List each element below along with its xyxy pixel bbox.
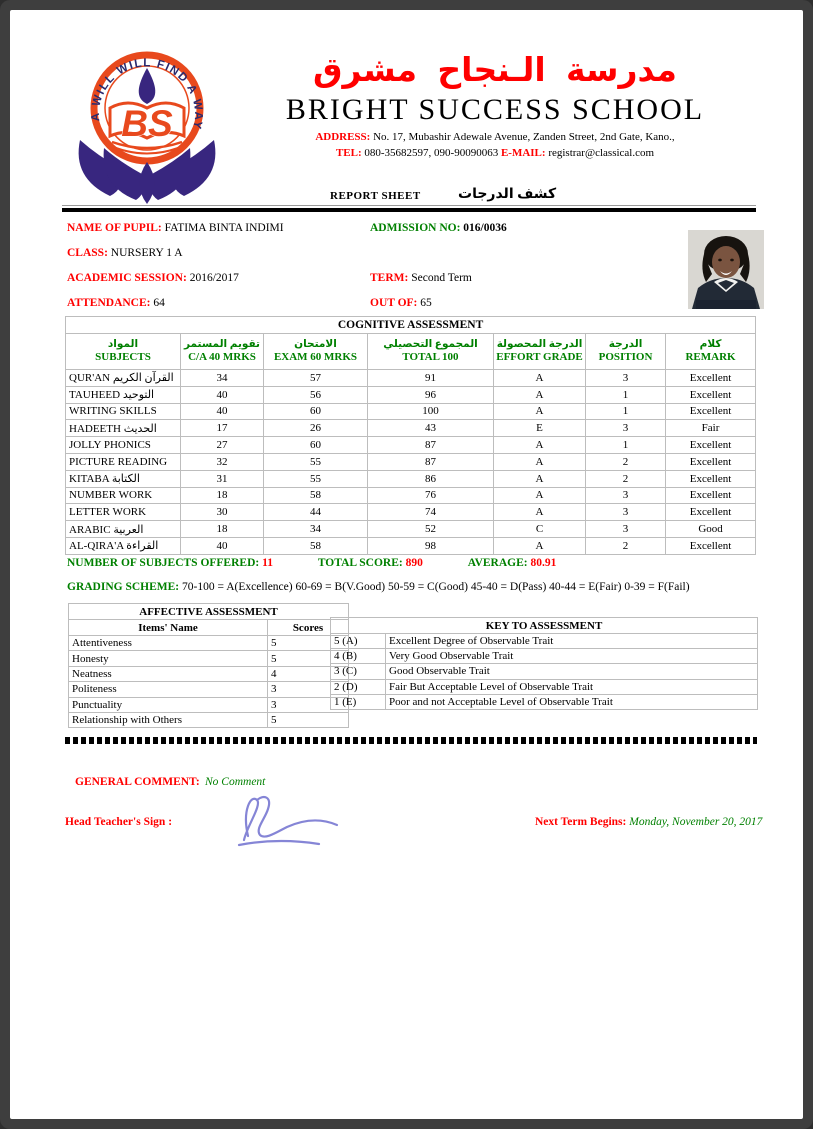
subject-cell: HADEETH الحديث <box>66 420 181 437</box>
cognitive-row <box>66 453 756 470</box>
cognitive-col-header: الدرجة POSITION <box>586 334 666 370</box>
key-title: KEY TO ASSESSMENT <box>331 618 758 634</box>
school-contact-line <box>232 147 758 159</box>
ca-cell: 34 <box>181 370 264 387</box>
attendance-label: ATTENDANCE: <box>67 297 151 309</box>
session-value: 2016/2017 <box>189 272 239 284</box>
ca-cell: 32 <box>181 453 264 470</box>
affective-row <box>69 712 349 727</box>
ca-cell: 27 <box>181 437 264 454</box>
cognitive-row <box>66 437 756 454</box>
cognitive-col-header: الدرجة المحصولة EFFORT GRADE <box>494 334 586 370</box>
affective-row <box>69 636 349 651</box>
item-cell: Attentiveness <box>69 636 268 651</box>
position-cell: 1 <box>586 403 666 420</box>
logo-motto-text: A WILL WILL FIND A WAY <box>89 57 205 132</box>
total-cell: 52 <box>368 521 494 538</box>
subject-cell: JOLLY PHONICS <box>66 437 181 454</box>
grade-cell: A <box>494 370 586 387</box>
exam-cell: 58 <box>264 487 368 504</box>
total-cell: 43 <box>368 420 494 437</box>
school-header <box>232 50 758 159</box>
cognitive-col-header: كلام REMARK <box>666 334 756 370</box>
position-cell: 1 <box>586 437 666 454</box>
grade-cell: A <box>494 504 586 521</box>
ca-cell: 40 <box>181 403 264 420</box>
grade-cell: A <box>494 453 586 470</box>
position-cell: 2 <box>586 453 666 470</box>
position-cell: 3 <box>586 521 666 538</box>
affective-col-item: Items' Name <box>69 620 268 636</box>
attendance-row <box>67 297 165 309</box>
affective-title: AFFECTIVE ASSESSMENT <box>69 604 349 620</box>
subject-cell: ARABIC العربية <box>66 521 181 538</box>
report-page <box>10 10 803 1119</box>
score-cell: 5 <box>268 712 349 727</box>
remark-cell: Excellent <box>666 453 756 470</box>
next-term-label: Next Term Begins: <box>535 816 627 828</box>
address-value: No. 17, Mubashir Adewale Avenue, Zanden Street, 2nd Gate, Kano., <box>373 130 675 143</box>
cognitive-title: COGNITIVE ASSESSMENT <box>66 317 756 334</box>
affective-header-row <box>69 620 349 636</box>
ca-cell: 18 <box>181 521 264 538</box>
grading-scheme-label: GRADING SCHEME: <box>67 581 180 593</box>
out-of-label: OUT OF: <box>370 297 418 309</box>
key-row <box>331 694 758 709</box>
remark-cell: Excellent <box>666 487 756 504</box>
total-cell: 98 <box>368 537 494 554</box>
key-to-assessment-table <box>330 617 758 710</box>
school-name-arabic: مدرسة الـنجاح مشرق <box>313 53 677 89</box>
key-code-cell: 2 (D) <box>331 679 386 694</box>
position-cell: 2 <box>586 537 666 554</box>
remark-cell: Excellent <box>666 370 756 387</box>
grading-scheme-line <box>67 581 690 593</box>
ca-cell: 40 <box>181 386 264 403</box>
key-desc-cell: Fair But Acceptable Level of Observable Trait <box>386 679 758 694</box>
ca-cell: 17 <box>181 420 264 437</box>
subject-cell: NUMBER WORK <box>66 487 181 504</box>
average-value: 80.91 <box>530 557 557 569</box>
term-value: Second Term <box>411 272 472 284</box>
attendance-value: 64 <box>153 297 165 309</box>
session-label: ACADEMIC SESSION: <box>67 272 187 284</box>
cognitive-row <box>66 403 756 420</box>
admission-value: 016/0036 <box>463 222 507 234</box>
item-cell: Neatness <box>69 666 268 681</box>
ca-cell: 18 <box>181 487 264 504</box>
grade-cell: A <box>494 537 586 554</box>
remark-cell: Excellent <box>666 403 756 420</box>
school-address-line <box>232 131 758 143</box>
total-cell: 87 <box>368 437 494 454</box>
subject-cell: LETTER WORK <box>66 504 181 521</box>
grade-cell: A <box>494 403 586 420</box>
cognitive-row <box>66 521 756 538</box>
address-label: ADDRESS: <box>315 130 371 143</box>
term-row <box>370 272 472 284</box>
remark-cell: Excellent <box>666 537 756 554</box>
head-teacher-signature <box>215 788 350 852</box>
key-desc-cell: Good Observable Trait <box>386 664 758 679</box>
cognitive-row <box>66 487 756 504</box>
key-code-cell: 4 (B) <box>331 649 386 664</box>
exam-cell: 26 <box>264 420 368 437</box>
item-cell: Relationship with Others <box>69 712 268 727</box>
cognitive-header-row <box>66 334 756 370</box>
score-cell: 5 <box>268 636 349 651</box>
total-cell: 74 <box>368 504 494 521</box>
total-cell: 91 <box>368 370 494 387</box>
general-comment-label: GENERAL COMMENT: <box>75 776 200 788</box>
key-row <box>331 664 758 679</box>
cognitive-col-header: المجموع التحصيلي TOTAL 100 <box>368 334 494 370</box>
pupil-name-value: FATIMA BINTA INDIMI <box>164 222 284 234</box>
session-row <box>67 272 239 284</box>
item-cell: Punctuality <box>69 697 268 712</box>
grade-cell: A <box>494 386 586 403</box>
key-code-cell: 1 (E) <box>331 694 386 709</box>
ca-cell: 31 <box>181 470 264 487</box>
admission-label: ADMISSION NO: <box>370 222 461 234</box>
score-cell: 3 <box>268 697 349 712</box>
key-row <box>331 679 758 694</box>
subjects-offered-value: 11 <box>262 557 273 569</box>
subject-cell: TAUHEED التوحيد <box>66 386 181 403</box>
item-cell: Politeness <box>69 682 268 697</box>
key-row <box>331 649 758 664</box>
ca-cell: 40 <box>181 537 264 554</box>
subject-cell: KITABA الكتابة <box>66 470 181 487</box>
general-comment-value: No Comment <box>205 776 266 788</box>
out-of-value: 65 <box>420 297 432 309</box>
cognitive-row <box>66 420 756 437</box>
position-cell: 2 <box>586 470 666 487</box>
affective-row <box>69 682 349 697</box>
remark-cell: Excellent <box>666 437 756 454</box>
remark-cell: Fair <box>666 420 756 437</box>
total-cell: 87 <box>368 453 494 470</box>
summary-line <box>67 557 598 569</box>
pupil-name-label: NAME OF PUPIL: <box>67 222 162 234</box>
score-cell: 3 <box>268 682 349 697</box>
position-cell: 3 <box>586 504 666 521</box>
logo-initials: BS <box>121 103 173 144</box>
subject-cell: PICTURE READING <box>66 453 181 470</box>
out-of-row <box>370 297 432 309</box>
score-cell: 5 <box>268 651 349 666</box>
exam-cell: 57 <box>264 370 368 387</box>
affective-col-score: Scores <box>268 620 349 636</box>
tel-value: 080-35682597, 090-90090063 <box>364 146 499 159</box>
total-score-label: TOTAL SCORE: <box>317 557 403 569</box>
remark-cell: Excellent <box>666 470 756 487</box>
dotted-divider <box>65 737 757 744</box>
average-label: AVERAGE: <box>467 557 528 569</box>
total-cell: 86 <box>368 470 494 487</box>
cognitive-row <box>66 537 756 554</box>
key-row <box>331 634 758 649</box>
admission-row <box>370 222 507 234</box>
cognitive-col-header: المواد SUBJECTS <box>66 334 181 370</box>
remark-cell: Good <box>666 521 756 538</box>
next-term-row <box>535 816 762 828</box>
key-desc-cell: Very Good Observable Trait <box>386 649 758 664</box>
cognitive-row <box>66 386 756 403</box>
report-title-ar: كشف الدرجات <box>458 187 557 202</box>
subject-cell: WRITING SKILLS <box>66 403 181 420</box>
term-label: TERM: <box>370 272 409 284</box>
total-score-value: 890 <box>405 557 423 569</box>
key-code-cell: 5 (A) <box>331 634 386 649</box>
grade-cell: A <box>494 470 586 487</box>
affective-row <box>69 651 349 666</box>
general-comment-row <box>75 776 266 788</box>
pupil-photo <box>688 230 764 309</box>
cognitive-row <box>66 470 756 487</box>
position-cell: 3 <box>586 420 666 437</box>
item-cell: Honesty <box>69 651 268 666</box>
class-row <box>67 247 183 259</box>
exam-cell: 55 <box>264 470 368 487</box>
class-value: NURSERY 1 A <box>110 247 183 259</box>
class-label: CLASS: <box>67 247 108 259</box>
key-code-cell: 3 (C) <box>331 664 386 679</box>
remark-cell: Excellent <box>666 386 756 403</box>
total-cell: 76 <box>368 487 494 504</box>
affective-assessment-table <box>68 603 349 728</box>
grading-scheme-text: 70-100 = A(Excellence) 60-69 = B(V.Good) 50-59 = C(Good) 45-40 = D(Pass) 40-44 = E(Fair) 0-39 = F(Fail) <box>182 581 690 593</box>
score-cell: 4 <box>268 666 349 681</box>
report-title-row <box>10 188 803 204</box>
email-label: E-MAIL: <box>500 146 546 159</box>
school-name: BRIGHT SUCCESS SCHOOL <box>285 92 705 126</box>
report-title-en: REPORT SHEET <box>330 190 421 202</box>
position-cell: 3 <box>586 370 666 387</box>
key-desc-cell: Poor and not Acceptable Level of Observable Trait <box>386 694 758 709</box>
subject-cell: AL-QIRA'A القراءة <box>66 537 181 554</box>
exam-cell: 55 <box>264 453 368 470</box>
exam-cell: 34 <box>264 521 368 538</box>
cognitive-row <box>66 370 756 387</box>
cognitive-row <box>66 504 756 521</box>
grade-cell: A <box>494 487 586 504</box>
ca-cell: 30 <box>181 504 264 521</box>
exam-cell: 60 <box>264 437 368 454</box>
tel-label: TEL: <box>335 146 362 159</box>
affective-row <box>69 666 349 681</box>
exam-cell: 44 <box>264 504 368 521</box>
key-desc-cell: Excellent Degree of Observable Trait <box>386 634 758 649</box>
remark-cell: Excellent <box>666 504 756 521</box>
school-logo <box>70 46 224 208</box>
header-rule-thick <box>62 208 756 212</box>
grade-cell: E <box>494 420 586 437</box>
total-cell: 96 <box>368 386 494 403</box>
affective-row <box>69 697 349 712</box>
exam-cell: 60 <box>264 403 368 420</box>
pupil-name-row <box>67 222 284 234</box>
cognitive-col-header: الامتحان EXAM 60 MRKS <box>264 334 368 370</box>
position-cell: 1 <box>586 386 666 403</box>
subjects-offered-label: NUMBER OF SUBJECTS OFFERED: <box>67 557 260 569</box>
header-rule-thin <box>62 205 756 206</box>
email-value: registrar@classical.com <box>548 146 655 159</box>
total-cell: 100 <box>368 403 494 420</box>
next-term-value: Monday, November 20, 2017 <box>629 816 763 828</box>
exam-cell: 58 <box>264 537 368 554</box>
cognitive-assessment-table <box>65 316 756 555</box>
subject-cell: QUR'AN القرآن الكريم <box>66 370 181 387</box>
cognitive-col-header: تقويم المستمر C/A 40 MRKS <box>181 334 264 370</box>
grade-cell: A <box>494 437 586 454</box>
exam-cell: 56 <box>264 386 368 403</box>
head-teacher-sign-label: Head Teacher's Sign : <box>65 816 173 828</box>
position-cell: 3 <box>586 487 666 504</box>
grade-cell: C <box>494 521 586 538</box>
